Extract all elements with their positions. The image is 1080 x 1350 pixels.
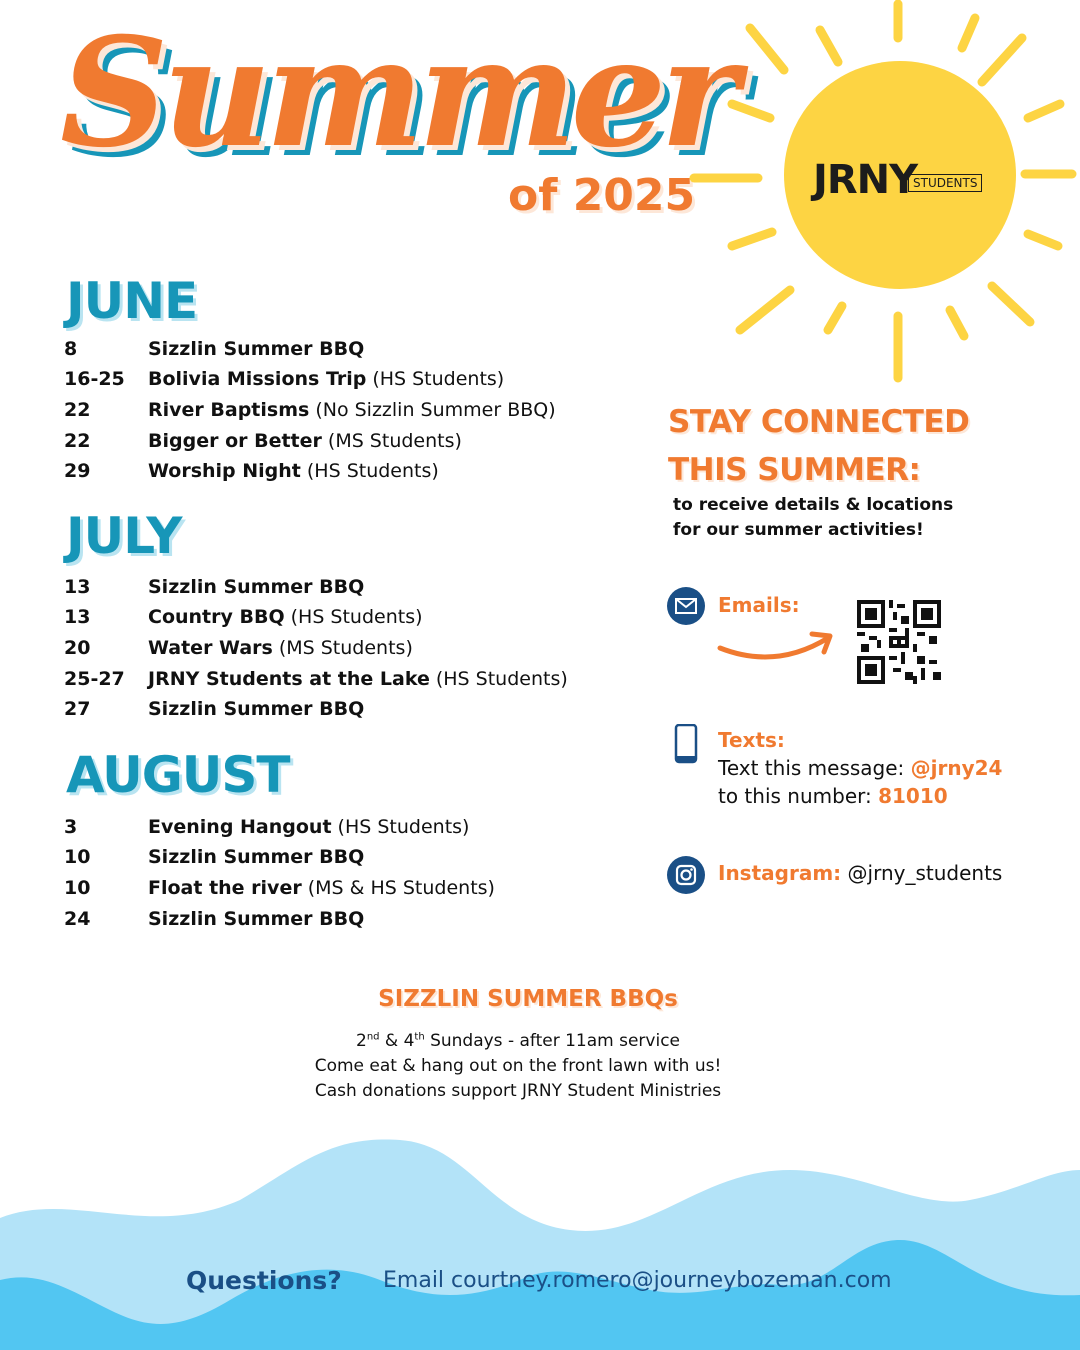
phone-icon — [674, 724, 698, 764]
month-heading: JULY — [66, 507, 182, 565]
event-date: 29 — [64, 460, 91, 482]
event-title: Sizzlin Summer BBQ — [148, 846, 365, 868]
event-row — [64, 908, 370, 938]
event-note: (MS Students) — [278, 637, 413, 659]
bbq-n1: 2 — [355, 1031, 367, 1051]
event-date: 13 — [64, 606, 91, 628]
logo-brand: JRNY — [813, 157, 918, 203]
bbq-amp: & — [379, 1031, 404, 1051]
emails-label: Emails: — [718, 593, 800, 617]
event-title: Bolivia Missions Trip — [148, 368, 367, 390]
contact-email[interactable]: Email courtney.romero@journeybozeman.com — [383, 1268, 892, 1293]
event-title: Sizzlin Summer BBQ — [148, 908, 365, 930]
event-date: 25-27 — [64, 668, 125, 690]
bbq-schedule — [0, 1031, 1036, 1051]
instagram-line — [718, 861, 1002, 885]
event-row — [64, 846, 370, 876]
event-title: Sizzlin Summer BBQ — [148, 698, 365, 720]
event-title: JRNY Students at the Lake — [148, 668, 430, 690]
event-date: 24 — [64, 908, 91, 930]
event-note: (MS & HS Students) — [307, 877, 495, 899]
event-row — [64, 698, 370, 728]
bbq-n2: 4 — [403, 1031, 415, 1051]
event-date: 10 — [64, 846, 91, 868]
event-row — [64, 399, 556, 429]
event-note: (HS Students) — [337, 816, 470, 838]
event-title: River Baptisms — [148, 399, 310, 421]
event-row — [64, 576, 370, 606]
event-date: 8 — [64, 338, 78, 360]
event-row — [64, 460, 439, 490]
wave-decoration — [0, 1130, 1080, 1350]
event-date: 13 — [64, 576, 91, 598]
month-heading: AUGUST — [66, 746, 290, 804]
text-keyword: @jrny24 — [910, 756, 1003, 780]
instagram-label: Instagram: — [718, 861, 842, 885]
event-date: 22 — [64, 399, 91, 421]
questions-label: Questions? — [186, 1266, 342, 1295]
event-title: Evening Hangout — [148, 816, 332, 838]
event-title: Float the river — [148, 877, 302, 899]
event-row — [64, 816, 469, 846]
event-note: (HS Students) — [435, 668, 568, 690]
text-instruction-1 — [718, 756, 1002, 780]
text-instruction-2 — [718, 784, 948, 808]
event-date: 20 — [64, 637, 91, 659]
event-row — [64, 368, 504, 398]
bbq-heading: SIZZLIN SUMMER BBQs — [378, 986, 678, 1012]
instagram-handle[interactable]: @jrny_students — [847, 861, 1003, 885]
event-note: (HS Students) — [306, 460, 439, 482]
text-number-prefix: to this number: — [718, 784, 872, 808]
bbq-schedule-rest: Sundays - after 11am service — [424, 1031, 681, 1051]
event-title: Water Wars — [148, 637, 273, 659]
event-date: 16-25 — [64, 368, 125, 390]
instagram-icon[interactable] — [667, 856, 705, 894]
bbq-sup1: nd — [366, 1031, 380, 1043]
event-row — [64, 338, 370, 368]
event-date: 22 — [64, 430, 91, 452]
event-note: (HS Students) — [372, 368, 505, 390]
event-note: (MS Students) — [327, 430, 462, 452]
texts-label: Texts: — [718, 728, 785, 752]
text-instruction-prefix: Text this message: — [718, 756, 905, 780]
event-title: Sizzlin Summer BBQ — [148, 576, 365, 598]
event-date: 27 — [64, 698, 91, 720]
connect-heading: STAY CONNECTED — [668, 404, 970, 440]
arrow-icon — [716, 628, 838, 668]
event-note: (HS Students) — [290, 606, 423, 628]
connect-heading: THIS SUMMER: — [668, 452, 921, 488]
event-row — [64, 877, 495, 907]
event-title: Sizzlin Summer BBQ — [148, 338, 365, 360]
event-date: 3 — [64, 816, 78, 838]
bbq-sup2: th — [414, 1031, 425, 1043]
connect-subtext: for our summer activities! — [673, 520, 924, 540]
event-row — [64, 606, 423, 636]
event-note: (No Sizzlin Summer BBQ) — [315, 399, 556, 421]
event-title: Bigger or Better — [148, 430, 322, 452]
envelope-icon — [667, 587, 705, 625]
bbq-donations: Cash donations support JRNY Student Ministries — [314, 1081, 722, 1101]
month-heading: JUNE — [66, 272, 198, 330]
connect-subtext: to receive details & locations — [673, 495, 954, 515]
event-row — [64, 430, 462, 460]
qr-code[interactable] — [857, 600, 941, 684]
event-row — [64, 668, 568, 698]
bbq-description: Come eat & hang out on the front lawn with us! — [314, 1056, 722, 1076]
event-date: 10 — [64, 877, 91, 899]
event-title: Worship Night — [148, 460, 301, 482]
event-row — [64, 637, 413, 667]
text-number: 81010 — [878, 784, 948, 808]
logo-tag: STUDENTS — [908, 174, 982, 192]
title-summer: Summer — [60, 5, 734, 181]
title-year: of 2025 — [508, 170, 696, 221]
event-title: Country BBQ — [148, 606, 285, 628]
